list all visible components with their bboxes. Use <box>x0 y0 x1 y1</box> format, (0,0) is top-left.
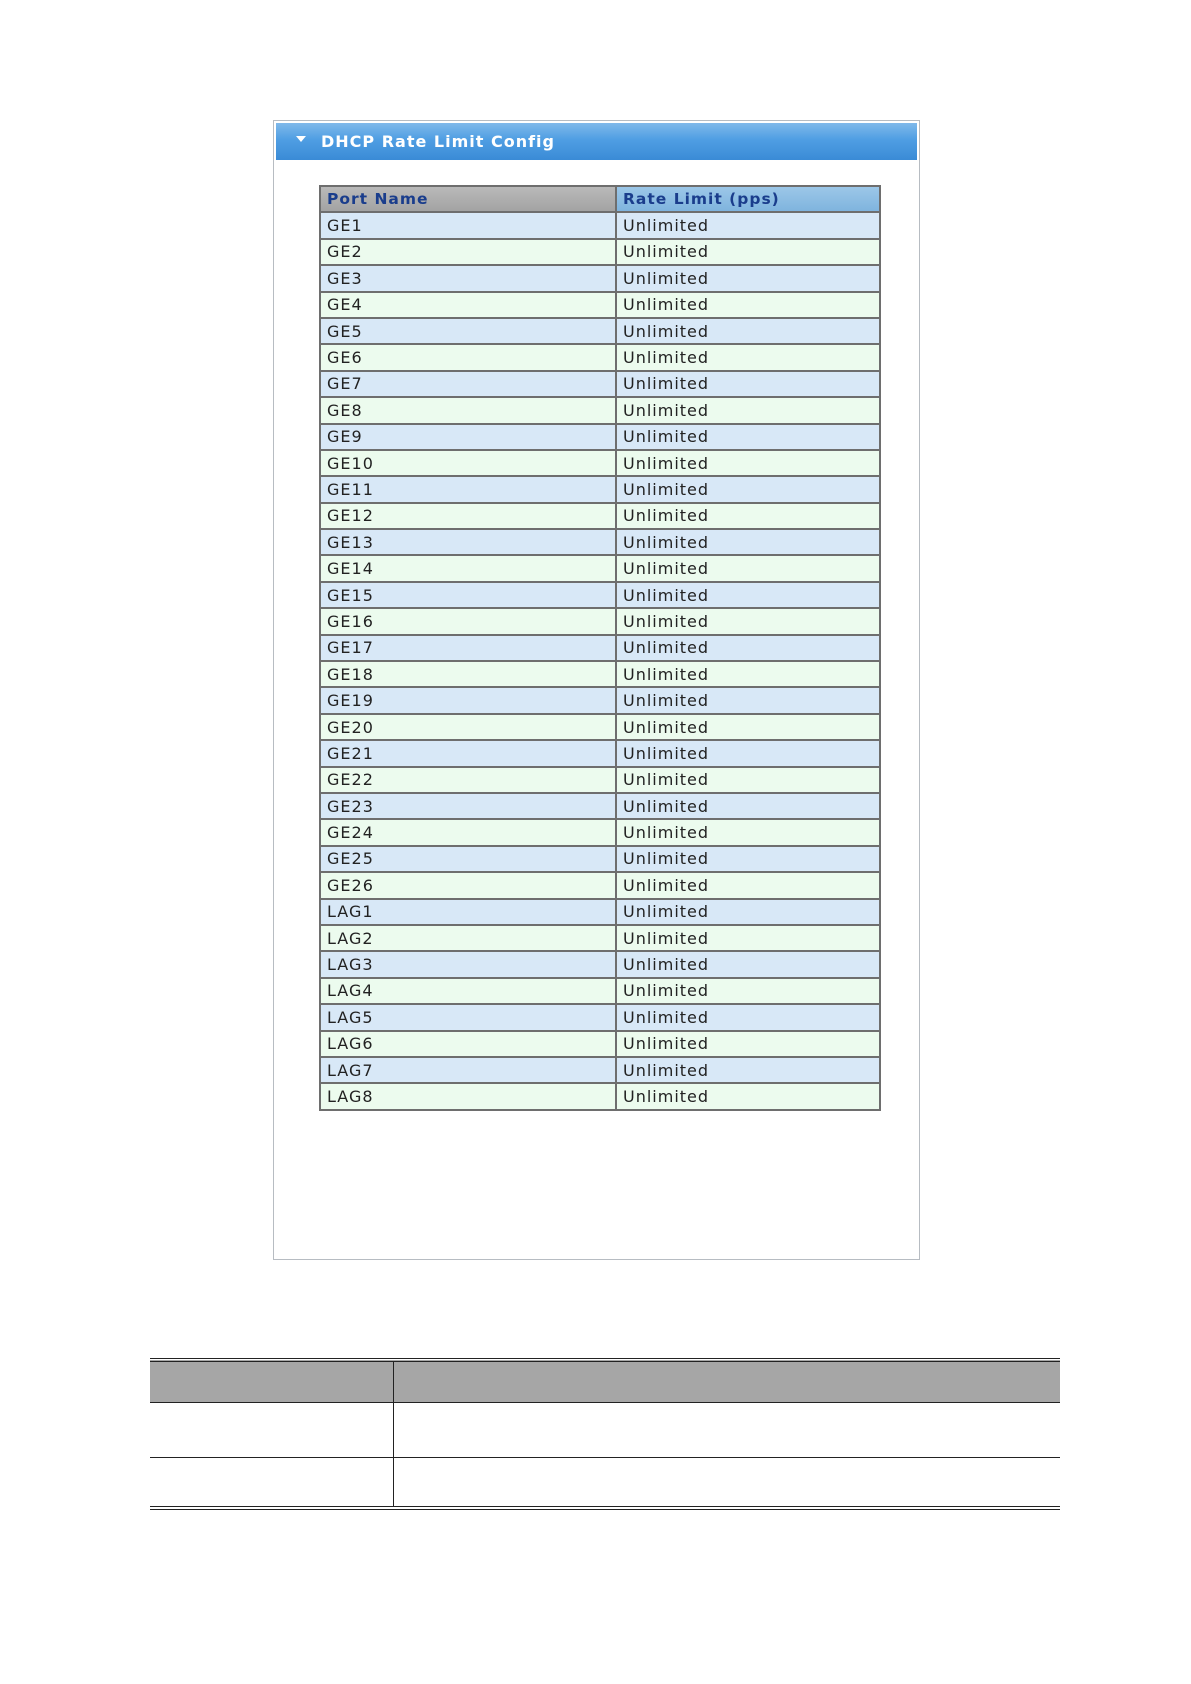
port-name-cell: GE11 <box>320 476 616 502</box>
table-row[interactable] <box>320 318 880 344</box>
port-name-cell: GE18 <box>320 661 616 687</box>
rate-limit-cell: Unlimited <box>616 951 880 977</box>
description-row <box>150 1458 1060 1509</box>
rate-limit-cell: Unlimited <box>616 292 880 318</box>
table-row[interactable] <box>320 846 880 872</box>
rate-limit-cell: Unlimited <box>616 318 880 344</box>
port-name-cell: GE15 <box>320 582 616 608</box>
table-row[interactable] <box>320 292 880 318</box>
column-header-port-name: Port Name <box>320 186 616 212</box>
port-name-cell: GE1 <box>320 212 616 238</box>
panel-header[interactable] <box>276 123 917 160</box>
description-header-description <box>394 1360 1061 1403</box>
rate-limit-cell: Unlimited <box>616 635 880 661</box>
description-cell-object <box>150 1458 394 1509</box>
port-name-cell: GE19 <box>320 687 616 713</box>
rate-limit-cell: Unlimited <box>616 872 880 898</box>
rate-limit-cell: Unlimited <box>616 978 880 1004</box>
port-name-cell: GE14 <box>320 555 616 581</box>
port-name-cell: LAG3 <box>320 951 616 977</box>
port-name-cell: LAG6 <box>320 1031 616 1057</box>
column-header-rate-limit: Rate Limit (pps) <box>616 186 880 212</box>
table-row[interactable] <box>320 767 880 793</box>
rate-limit-cell: Unlimited <box>616 582 880 608</box>
rate-limit-cell: Unlimited <box>616 687 880 713</box>
table-row[interactable] <box>320 608 880 634</box>
port-name-cell: GE3 <box>320 265 616 291</box>
table-row[interactable] <box>320 476 880 502</box>
dhcp-rate-limit-panel <box>273 120 920 1260</box>
rate-limit-cell: Unlimited <box>616 819 880 845</box>
table-body <box>320 212 880 1109</box>
port-name-cell: GE9 <box>320 424 616 450</box>
table-row[interactable] <box>320 450 880 476</box>
description-cell-description <box>394 1403 1061 1458</box>
rate-limit-cell: Unlimited <box>616 661 880 687</box>
rate-limit-cell: Unlimited <box>616 899 880 925</box>
rate-limit-cell: Unlimited <box>616 608 880 634</box>
port-name-cell: GE2 <box>320 239 616 265</box>
rate-limit-cell: Unlimited <box>616 846 880 872</box>
rate-limit-cell: Unlimited <box>616 793 880 819</box>
description-row <box>150 1403 1060 1458</box>
table-row[interactable] <box>320 899 880 925</box>
description-cell-description <box>394 1458 1061 1509</box>
rate-limit-cell: Unlimited <box>616 1083 880 1109</box>
rate-limit-cell: Unlimited <box>616 925 880 951</box>
table-row[interactable] <box>320 555 880 581</box>
table-row[interactable] <box>320 925 880 951</box>
rate-limit-cell: Unlimited <box>616 740 880 766</box>
table-row[interactable] <box>320 740 880 766</box>
port-name-cell: LAG2 <box>320 925 616 951</box>
table-row[interactable] <box>320 793 880 819</box>
port-name-cell: GE24 <box>320 819 616 845</box>
table-row[interactable] <box>320 265 880 291</box>
port-name-cell: GE21 <box>320 740 616 766</box>
table-row[interactable] <box>320 635 880 661</box>
port-name-cell: GE4 <box>320 292 616 318</box>
table-row[interactable] <box>320 687 880 713</box>
description-header-row <box>150 1360 1060 1403</box>
description-cell-object <box>150 1403 394 1458</box>
rate-limit-cell: Unlimited <box>616 424 880 450</box>
table-row[interactable] <box>320 424 880 450</box>
rate-limit-cell: Unlimited <box>616 212 880 238</box>
port-name-cell: GE20 <box>320 714 616 740</box>
table-row[interactable] <box>320 872 880 898</box>
table-row[interactable] <box>320 503 880 529</box>
port-name-cell: LAG1 <box>320 899 616 925</box>
rate-limit-cell: Unlimited <box>616 1057 880 1083</box>
table-row[interactable] <box>320 1004 880 1030</box>
port-name-cell: LAG4 <box>320 978 616 1004</box>
table-row[interactable] <box>320 239 880 265</box>
table-row[interactable] <box>320 714 880 740</box>
table-row[interactable] <box>320 661 880 687</box>
port-name-cell: GE23 <box>320 793 616 819</box>
table-row[interactable] <box>320 529 880 555</box>
port-name-cell: LAG8 <box>320 1083 616 1109</box>
rate-limit-cell: Unlimited <box>616 476 880 502</box>
panel-title: DHCP Rate Limit Config <box>321 132 555 151</box>
port-name-cell: GE6 <box>320 344 616 370</box>
table-row[interactable] <box>320 1031 880 1057</box>
table-row[interactable] <box>320 978 880 1004</box>
port-name-cell: GE8 <box>320 397 616 423</box>
table-row[interactable] <box>320 819 880 845</box>
port-name-cell: GE7 <box>320 371 616 397</box>
table-row[interactable] <box>320 212 880 238</box>
table-row[interactable] <box>320 951 880 977</box>
port-name-cell: GE17 <box>320 635 616 661</box>
rate-limit-cell: Unlimited <box>616 397 880 423</box>
table-row[interactable] <box>320 371 880 397</box>
port-name-cell: GE10 <box>320 450 616 476</box>
table-header-row <box>320 186 880 212</box>
port-name-cell: GE12 <box>320 503 616 529</box>
table-row[interactable] <box>320 397 880 423</box>
table-row[interactable] <box>320 1083 880 1109</box>
port-name-cell: GE5 <box>320 318 616 344</box>
port-name-cell: LAG5 <box>320 1004 616 1030</box>
port-name-cell: GE16 <box>320 608 616 634</box>
port-name-cell: GE22 <box>320 767 616 793</box>
port-name-cell: GE25 <box>320 846 616 872</box>
rate-limit-cell: Unlimited <box>616 450 880 476</box>
rate-limit-table <box>319 185 881 1111</box>
rate-limit-cell: Unlimited <box>616 529 880 555</box>
port-name-cell: GE13 <box>320 529 616 555</box>
rate-limit-cell: Unlimited <box>616 371 880 397</box>
collapse-caret-icon[interactable] <box>296 136 306 142</box>
rate-limit-cell: Unlimited <box>616 1031 880 1057</box>
rate-limit-cell: Unlimited <box>616 344 880 370</box>
rate-limit-cell: Unlimited <box>616 265 880 291</box>
rate-limit-cell: Unlimited <box>616 1004 880 1030</box>
rate-limit-cell: Unlimited <box>616 555 880 581</box>
table-row[interactable] <box>320 344 880 370</box>
description-table <box>150 1358 1060 1510</box>
port-name-cell: GE26 <box>320 872 616 898</box>
rate-limit-cell: Unlimited <box>616 503 880 529</box>
rate-limit-cell: Unlimited <box>616 767 880 793</box>
rate-limit-cell: Unlimited <box>616 239 880 265</box>
description-header-object <box>150 1360 394 1403</box>
rate-limit-cell: Unlimited <box>616 714 880 740</box>
table-row[interactable] <box>320 582 880 608</box>
port-name-cell: LAG7 <box>320 1057 616 1083</box>
table-row[interactable] <box>320 1057 880 1083</box>
